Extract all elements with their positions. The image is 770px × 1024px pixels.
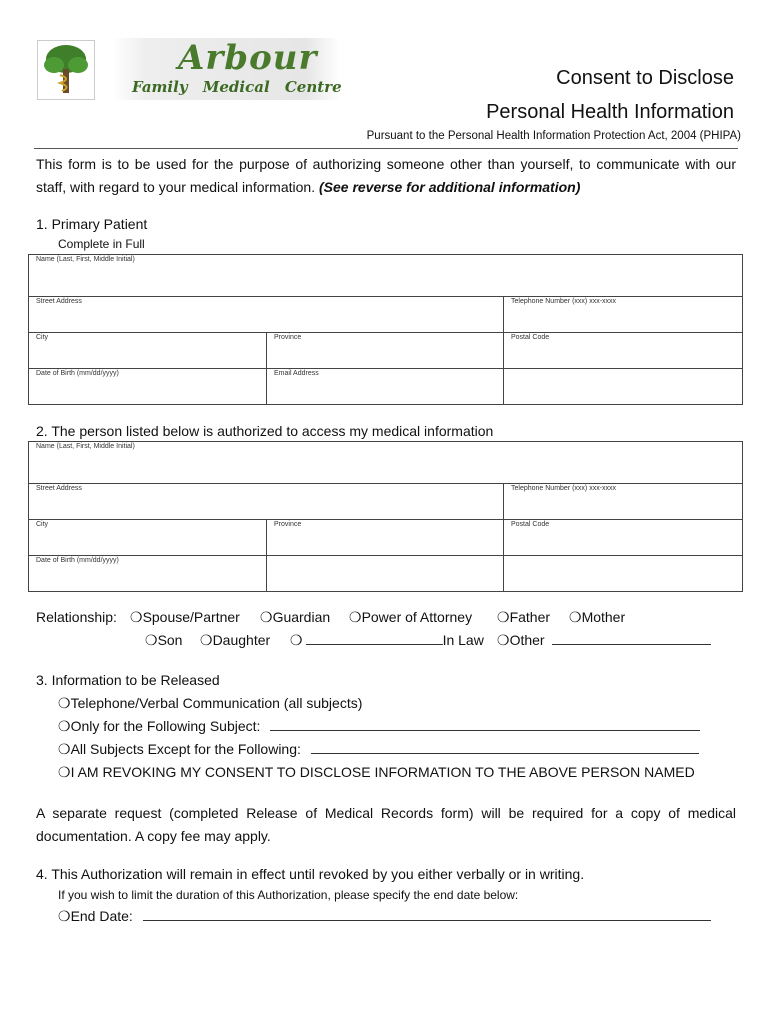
circle-checkbox-icon[interactable]: ❍ (497, 610, 510, 626)
field-label: Date of Birth (mm/dd/yyyy) (36, 370, 119, 377)
field-label: Province (274, 521, 302, 528)
logo-tree-icon (37, 40, 95, 100)
section4-note: If you wish to limit the duration of this Authorization, please specify the end date below: (58, 888, 519, 902)
field-label: Postal Code (511, 521, 550, 528)
field-label: Street Address (36, 485, 82, 492)
authorized-name-field[interactable] (29, 442, 743, 484)
option-label: Mother (581, 609, 626, 625)
option-label: Only for the Following Subject: (70, 718, 261, 734)
circle-checkbox-icon[interactable]: ❍ (58, 765, 71, 781)
authorized-person-table (28, 441, 743, 592)
field-label: Telephone Number (xxx) xxx-xxxx (511, 485, 617, 492)
field-label: Province (274, 334, 302, 341)
primary-patient-table (28, 254, 743, 405)
option-label: Power of Attorney (361, 609, 473, 625)
option-daughter[interactable] (200, 632, 270, 649)
other-blank-line[interactable] (552, 633, 711, 645)
intro-paragraph (36, 153, 736, 199)
authorized-city-field[interactable] (29, 520, 267, 556)
release-option-revoke[interactable] (58, 764, 695, 781)
option-label: I AM REVOKING MY CONSENT TO DISCLOSE INFORMATION TO THE ABOVE PERSON NAMED (70, 764, 695, 780)
option-in-law[interactable] (290, 632, 484, 649)
field-label: Date of Birth (mm/dd/yyyy) (36, 557, 119, 564)
circle-checkbox-icon[interactable]: ❍ (200, 633, 213, 649)
authorized-empty-field-1[interactable] (267, 556, 504, 592)
field-label: Telephone Number (xxx) xxx-xxxx (511, 298, 617, 305)
header-divider (34, 148, 738, 149)
brand-name: Arbour (178, 38, 318, 78)
field-label: Street Address (36, 298, 82, 305)
option-label: Daughter (212, 632, 271, 648)
option-label: In Law (442, 632, 484, 648)
circle-checkbox-icon[interactable]: ❍ (497, 633, 510, 649)
option-guardian[interactable] (260, 609, 330, 626)
field-label: Name (Last, First, Middle Initial) (36, 256, 135, 263)
circle-checkbox-icon[interactable]: ❍ (145, 633, 158, 649)
release-option-all-except[interactable] (58, 741, 699, 758)
circle-checkbox-icon[interactable]: ❍ (58, 909, 71, 925)
authorized-telephone-field[interactable] (504, 484, 743, 520)
option-label: End Date: (70, 908, 133, 924)
section4-heading: 4. This Authorization will remain in effect until revoked by you either verbally or in writing. (36, 866, 585, 882)
authorized-postal-field[interactable] (504, 520, 743, 556)
legislation-reference: Pursuant to the Personal Health Information Protection Act, 2004 (PHIPA) (366, 130, 741, 142)
option-father[interactable] (497, 609, 550, 626)
field-label: City (36, 334, 49, 341)
all-except-blank-line[interactable] (311, 742, 699, 754)
option-spouse-partner[interactable] (130, 609, 240, 626)
option-label: All Subjects Except for the Following: (70, 741, 301, 757)
field-label: Postal Code (511, 334, 550, 341)
authorized-dob-field[interactable] (29, 556, 267, 592)
option-label: Telephone/Verbal Communication (all subjects) (70, 695, 363, 711)
patient-city-field[interactable] (29, 333, 267, 369)
in-law-blank-line[interactable] (306, 633, 443, 645)
section1-heading: 1. Primary Patient (36, 216, 148, 232)
circle-checkbox-icon[interactable]: ❍ (58, 742, 71, 758)
option-son[interactable] (145, 632, 182, 649)
option-label: Father (509, 609, 551, 625)
end-date-blank-line[interactable] (143, 909, 711, 921)
circle-checkbox-icon[interactable]: ❍ (130, 610, 143, 626)
only-subject-blank-line[interactable] (270, 719, 700, 731)
patient-postal-field[interactable] (504, 333, 743, 369)
authorized-province-field[interactable] (267, 520, 504, 556)
release-option-telephone[interactable] (58, 695, 362, 712)
circle-checkbox-icon[interactable]: ❍ (569, 610, 582, 626)
release-option-only-subject[interactable] (58, 718, 700, 735)
separate-request-note: A separate request (completed Release of Medical Records form) will be required for a copy of medical documentation. A copy fee may apply. (36, 805, 736, 844)
field-label: Name (Last, First, Middle Initial) (36, 443, 135, 450)
form-title-line1: Consent to Disclose (556, 67, 734, 89)
patient-street-field[interactable] (29, 297, 504, 333)
brand-subtitle: Family Medical Centre (132, 78, 342, 96)
option-power-of-attorney[interactable] (349, 609, 472, 626)
field-label: Email Address (274, 370, 319, 377)
intro-emphasis: (See reverse for additional information) (318, 179, 581, 195)
form-title-line2: Personal Health Information (486, 101, 734, 123)
option-other[interactable] (497, 632, 711, 649)
circle-checkbox-icon[interactable]: ❍ (58, 719, 71, 735)
relationship-label: Relationship: (36, 609, 117, 625)
authorized-empty-field-2[interactable] (504, 556, 743, 592)
section2-heading: 2. The person listed below is authorized to access my medical information (36, 423, 494, 439)
patient-name-field[interactable] (29, 255, 743, 297)
patient-email-field[interactable] (267, 369, 504, 405)
patient-telephone-field[interactable] (504, 297, 743, 333)
field-label: City (36, 521, 49, 528)
patient-dob-field[interactable] (29, 369, 267, 405)
intro-text: This form is to be used for the purpose of authorizing someone other than yourself, to communicate with our staff, with regard to your medical information. (36, 156, 736, 195)
circle-checkbox-icon[interactable]: ❍ (290, 633, 303, 649)
circle-checkbox-icon[interactable]: ❍ (58, 696, 71, 712)
end-date-option[interactable] (58, 908, 711, 925)
circle-checkbox-icon[interactable]: ❍ (260, 610, 273, 626)
option-label: Guardian (272, 609, 331, 625)
option-label: Other (509, 632, 545, 648)
authorized-street-field[interactable] (29, 484, 504, 520)
option-label: Spouse/Partner (142, 609, 240, 625)
section1-subheading: Complete in Full (58, 237, 145, 251)
option-mother[interactable] (569, 609, 625, 626)
patient-province-field[interactable] (267, 333, 504, 369)
circle-checkbox-icon[interactable]: ❍ (349, 610, 362, 626)
section3-heading: 3. Information to be Released (36, 672, 220, 688)
option-label: Son (157, 632, 183, 648)
patient-empty-field[interactable] (504, 369, 743, 405)
